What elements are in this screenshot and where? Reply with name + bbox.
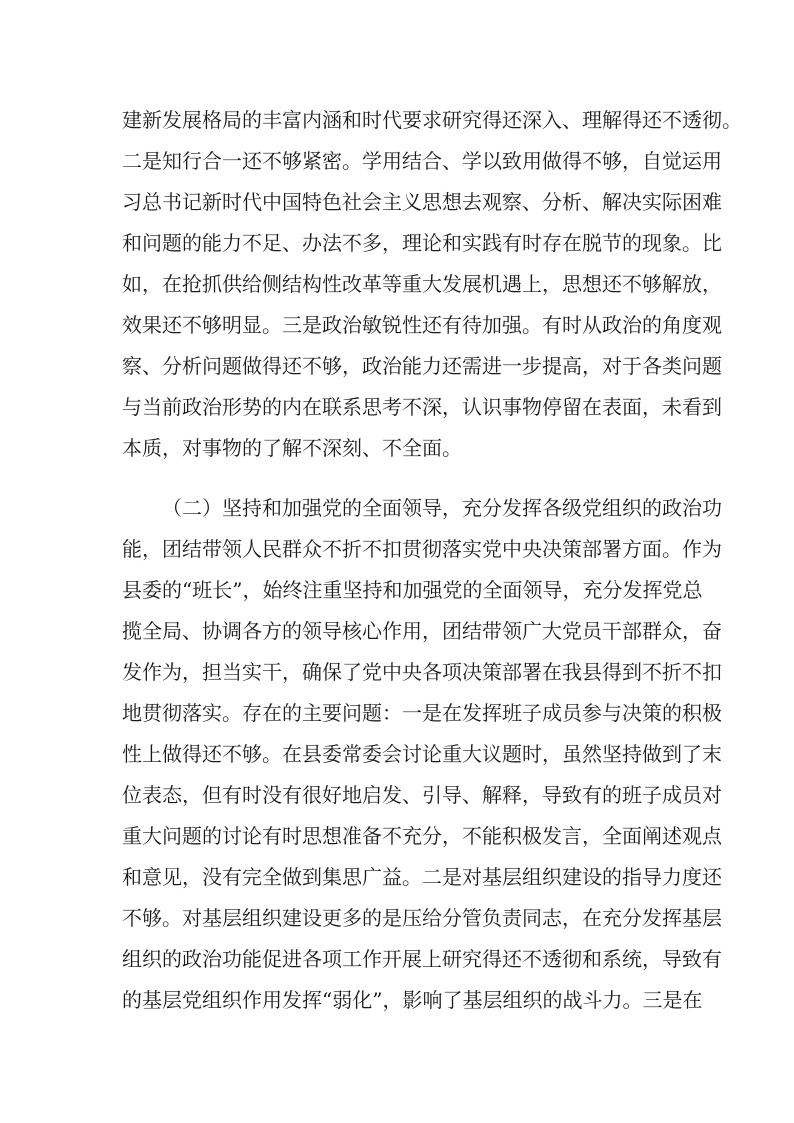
paragraph-line: 习总书记新时代中国特色社会主义思想去观察、分析、解决实际困难 (122, 190, 722, 214)
paragraph-line: 建新发展格局的丰富内涵和时代要求研究得还深入、理解得还不透彻。 (122, 108, 742, 132)
paragraph-line: 二是知行合一还不够紧密。学用结合、学以致用做得不够，自觉运用 (122, 149, 722, 173)
paragraph-line: 发作为，担当实干，确保了党中央各项决策部署在我县得到不折不扣 (122, 660, 722, 684)
paragraph-line: 效果还不够明显。三是政治敏锐性还有待加强。有时从政治的角度观 (122, 313, 722, 337)
paragraph-line: 与当前政治形势的内在联系思考不深，认识事物停留在表面，未看到 (122, 395, 722, 419)
paragraph-line: 性上做得还不够。在县委常委会讨论重大议题时，虽然坚持做到了末 (122, 742, 722, 766)
paragraph-line: 位表态，但有时没有很好地启发、引导、解释，导致有的班子成员对 (122, 783, 722, 807)
paragraph-line: 重大问题的讨论有时思想准备不充分，不能积极发言，全面阐述观点 (122, 824, 722, 848)
paragraph-line: 和问题的能力不足、办法不多，理论和实践有时存在脱节的现象。比 (122, 231, 722, 255)
paragraph-line: 地贯彻落实。存在的主要问题：一是在发挥班子成员参与决策的积极 (122, 701, 722, 725)
paragraph-line: 不够。对基层组织建设更多的是压给分管负责同志，在充分发挥基层 (122, 906, 722, 930)
paragraph-line: 和意见，没有完全做到集思广益。二是对基层组织建设的指导力度还 (122, 865, 722, 889)
paragraph-line: 如，在抢抓供给侧结构性改革等重大发展机遇上，思想还不够解放， (122, 272, 722, 296)
paragraph-line: 组织的政治功能促进各项工作开展上研究得还不透彻和系统，导致有 (122, 947, 722, 971)
paragraph-line: 察、分析问题做得还不够，政治能力还需进一步提高，对于各类问题 (122, 354, 722, 378)
paragraph-line: 揽全局、协调各方的领导核心作用，团结带领广大党员干部群众，奋 (122, 619, 722, 643)
section-heading-line: （二）坚持和加强党的全面领导，充分发挥各级党组织的政治功 (162, 496, 722, 520)
paragraph-line: 本质，对事物的了解不深刻、不全面。 (122, 436, 462, 460)
paragraph-line: 的基层党组织作用发挥“弱化”，影响了基层组织的战斗力。三是在 (122, 988, 703, 1012)
paragraph-line: 县委的“班长”，始终注重坚持和加强党的全面领导，充分发挥党总 (122, 578, 703, 602)
paragraph-line: 能，团结带领人民群众不折不扣贯彻落实党中央决策部署方面。作为 (122, 537, 722, 561)
